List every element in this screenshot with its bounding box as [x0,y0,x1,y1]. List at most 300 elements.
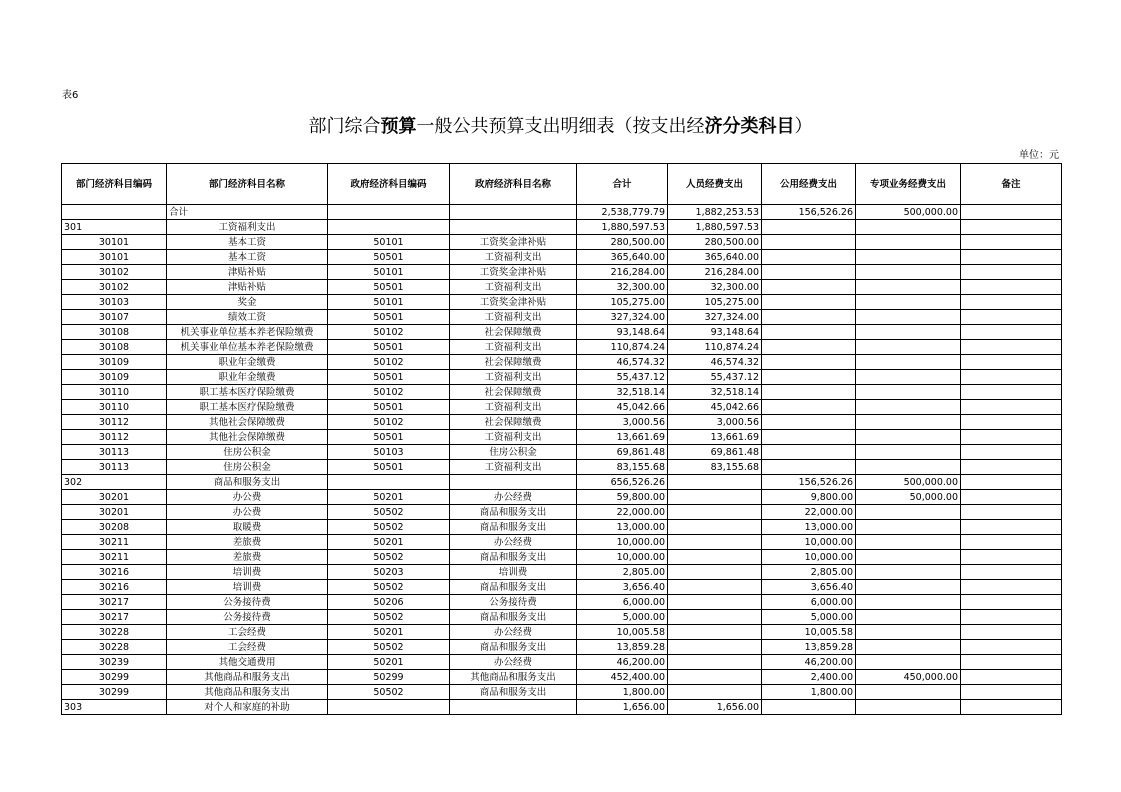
cell-dept-code: 30102 [62,265,167,280]
cell-gov-code: 50501 [328,280,450,295]
cell-special: 450,000.00 [856,670,961,685]
cell-personnel [668,595,762,610]
cell-public [762,385,856,400]
cell-dept-name: 培训费 [167,565,328,580]
cell-personnel [668,565,762,580]
cell-total: 452,400.00 [577,670,668,685]
table-row [62,265,1062,280]
cell-public: 10,000.00 [762,535,856,550]
cell-gov-code [328,700,450,715]
cell-dept-name: 职业年金缴费 [167,370,328,385]
cell-special [856,655,961,670]
cell-note [961,550,1062,565]
table-row [62,235,1062,250]
cell-gov-code: 50501 [328,460,450,475]
cell-public [762,220,856,235]
cell-public [762,460,856,475]
cell-gov-code: 50102 [328,355,450,370]
cell-special [856,235,961,250]
cell-total: 46,574.32 [577,355,668,370]
cell-gov-code: 50502 [328,610,450,625]
cell-dept-name: 职业年金缴费 [167,355,328,370]
cell-total: 105,275.00 [577,295,668,310]
cell-total: 1,880,597.53 [577,220,668,235]
cell-public [762,265,856,280]
table-row [62,655,1062,670]
cell-gov-name [450,700,577,715]
cell-gov-code: 50502 [328,505,450,520]
cell-personnel: 1,882,253.53 [668,205,762,220]
cell-gov-name: 工资福利支出 [450,280,577,295]
cell-gov-name: 商品和服务支出 [450,640,577,655]
cell-dept-code: 30201 [62,490,167,505]
cell-gov-name: 社会保障缴费 [450,355,577,370]
table-row [62,220,1062,235]
cell-total: 93,148.64 [577,325,668,340]
cell-public [762,700,856,715]
cell-personnel: 93,148.64 [668,325,762,340]
cell-total: 6,000.00 [577,595,668,610]
cell-personnel: 110,874.24 [668,340,762,355]
cell-gov-code [328,220,450,235]
header-gov-name: 政府经济科目名称 [450,164,577,205]
cell-total: 69,861.48 [577,445,668,460]
table-row [62,625,1062,640]
cell-total: 10,000.00 [577,550,668,565]
header-personnel: 人员经费支出 [668,164,762,205]
cell-public [762,415,856,430]
cell-dept-code: 30112 [62,415,167,430]
cell-public: 5,000.00 [762,610,856,625]
table-row [62,295,1062,310]
cell-gov-code: 50103 [328,445,450,460]
cell-note [961,325,1062,340]
cell-public: 10,005.58 [762,625,856,640]
cell-dept-code: 30299 [62,685,167,700]
cell-total: 656,526.26 [577,475,668,490]
cell-special [856,580,961,595]
cell-dept-code [62,205,167,220]
cell-note [961,280,1062,295]
cell-gov-code: 50502 [328,520,450,535]
cell-gov-name: 商品和服务支出 [450,580,577,595]
cell-note [961,205,1062,220]
cell-gov-name: 工资福利支出 [450,250,577,265]
cell-dept-name: 津贴补贴 [167,265,328,280]
cell-dept-name: 住房公积金 [167,460,328,475]
cell-special [856,430,961,445]
cell-dept-name: 工会经费 [167,625,328,640]
cell-note [961,565,1062,580]
cell-gov-name: 工资奖金津补贴 [450,265,577,280]
cell-note [961,505,1062,520]
cell-note [961,355,1062,370]
cell-special [856,625,961,640]
cell-dept-code: 30113 [62,445,167,460]
cell-gov-name: 其他商品和服务支出 [450,670,577,685]
cell-gov-code: 50502 [328,580,450,595]
cell-personnel [668,640,762,655]
cell-dept-name: 机关事业单位基本养老保险缴费 [167,340,328,355]
cell-total: 1,800.00 [577,685,668,700]
table-row [62,565,1062,580]
table-number: 表6 [62,90,79,101]
cell-personnel [668,550,762,565]
header-total: 合计 [577,164,668,205]
cell-gov-name: 社会保障缴费 [450,415,577,430]
cell-special [856,640,961,655]
table-row [62,670,1062,685]
cell-total: 3,656.40 [577,580,668,595]
cell-dept-name: 对个人和家庭的补助 [167,700,328,715]
title-part: 部门综合 [308,116,381,137]
table-row [62,700,1062,715]
cell-dept-name: 差旅费 [167,550,328,565]
cell-note [961,670,1062,685]
cell-dept-code: 30228 [62,625,167,640]
table-row [62,205,1062,220]
cell-special [856,535,961,550]
table-row [62,640,1062,655]
cell-public [762,400,856,415]
cell-dept-name: 职工基本医疗保险缴费 [167,385,328,400]
cell-personnel [668,520,762,535]
cell-note [961,640,1062,655]
table-row [62,355,1062,370]
table-row [62,325,1062,340]
cell-personnel: 13,661.69 [668,430,762,445]
cell-special: 500,000.00 [856,205,961,220]
cell-note [961,340,1062,355]
cell-note [961,460,1062,475]
cell-personnel [668,580,762,595]
cell-personnel: 46,574.32 [668,355,762,370]
cell-total: 32,300.00 [577,280,668,295]
cell-personnel: 45,042.66 [668,400,762,415]
cell-gov-name: 工资福利支出 [450,400,577,415]
cell-public [762,340,856,355]
cell-total: 83,155.68 [577,460,668,475]
cell-dept-code: 30108 [62,340,167,355]
cell-total: 59,800.00 [577,490,668,505]
cell-dept-code: 30110 [62,400,167,415]
cell-public [762,325,856,340]
cell-gov-name: 工资福利支出 [450,340,577,355]
cell-dept-code: 30211 [62,550,167,565]
cell-gov-name: 社会保障缴费 [450,385,577,400]
cell-dept-name: 其他社会保障缴费 [167,430,328,445]
cell-total: 13,859.28 [577,640,668,655]
cell-total: 32,518.14 [577,385,668,400]
expenditure-table [61,163,1062,715]
cell-note [961,415,1062,430]
title-part-bold: 济分类科目 [704,116,795,137]
cell-dept-code: 30101 [62,250,167,265]
cell-public: 156,526.26 [762,205,856,220]
cell-gov-code: 50203 [328,565,450,580]
cell-personnel: 365,640.00 [668,250,762,265]
cell-dept-name: 津贴补贴 [167,280,328,295]
table-row [62,580,1062,595]
cell-special [856,400,961,415]
table-row [62,535,1062,550]
cell-dept-code: 302 [62,475,167,490]
cell-note [961,475,1062,490]
cell-dept-code: 30228 [62,640,167,655]
cell-gov-name: 工资奖金津补贴 [450,295,577,310]
cell-total: 2,805.00 [577,565,668,580]
cell-personnel: 280,500.00 [668,235,762,250]
cell-gov-name: 工资福利支出 [450,430,577,445]
cell-personnel [668,655,762,670]
cell-special [856,415,961,430]
cell-gov-name: 办公经费 [450,490,577,505]
cell-dept-code: 30211 [62,535,167,550]
cell-personnel [668,610,762,625]
cell-gov-name: 办公经费 [450,655,577,670]
cell-dept-name: 其他商品和服务支出 [167,685,328,700]
cell-personnel: 327,324.00 [668,310,762,325]
cell-special [856,295,961,310]
cell-note [961,310,1062,325]
cell-public: 156,526.26 [762,475,856,490]
header-gov-code: 政府经济科目编码 [328,164,450,205]
cell-total: 13,000.00 [577,520,668,535]
cell-dept-code: 30201 [62,505,167,520]
cell-gov-code: 50501 [328,250,450,265]
cell-personnel [668,625,762,640]
cell-gov-code: 50501 [328,370,450,385]
cell-note [961,535,1062,550]
table-row [62,505,1062,520]
cell-gov-name [450,220,577,235]
cell-public: 2,805.00 [762,565,856,580]
cell-gov-code: 50102 [328,385,450,400]
cell-dept-name: 公务接待费 [167,595,328,610]
table-row [62,310,1062,325]
cell-public: 9,800.00 [762,490,856,505]
table-row [62,430,1062,445]
table-row [62,520,1062,535]
cell-dept-name: 绩效工资 [167,310,328,325]
cell-gov-code: 50501 [328,310,450,325]
cell-special [856,595,961,610]
cell-public: 2,400.00 [762,670,856,685]
cell-gov-code: 50501 [328,340,450,355]
cell-public: 22,000.00 [762,505,856,520]
cell-public [762,355,856,370]
cell-dept-name: 基本工资 [167,250,328,265]
table-row [62,475,1062,490]
cell-gov-name: 商品和服务支出 [450,550,577,565]
cell-gov-name: 商品和服务支出 [450,610,577,625]
cell-personnel: 105,275.00 [668,295,762,310]
cell-dept-name: 工会经费 [167,640,328,655]
cell-total: 55,437.12 [577,370,668,385]
cell-gov-name: 工资福利支出 [450,460,577,475]
cell-dept-name: 办公费 [167,505,328,520]
cell-total: 280,500.00 [577,235,668,250]
cell-total: 5,000.00 [577,610,668,625]
cell-dept-name: 职工基本医疗保险缴费 [167,400,328,415]
cell-dept-name: 其他交通费用 [167,655,328,670]
cell-note [961,655,1062,670]
cell-note [961,625,1062,640]
cell-gov-code: 50502 [328,685,450,700]
cell-dept-code: 301 [62,220,167,235]
cell-total: 110,874.24 [577,340,668,355]
cell-special [856,505,961,520]
cell-note [961,700,1062,715]
cell-total: 46,200.00 [577,655,668,670]
cell-dept-name: 公务接待费 [167,610,328,625]
cell-public [762,250,856,265]
table-row [62,250,1062,265]
cell-special [856,250,961,265]
cell-note [961,430,1062,445]
cell-personnel [668,535,762,550]
cell-total: 2,538,779.79 [577,205,668,220]
cell-note [961,235,1062,250]
cell-gov-name: 商品和服务支出 [450,505,577,520]
header-public: 公用经费支出 [762,164,856,205]
cell-public: 46,200.00 [762,655,856,670]
cell-public: 10,000.00 [762,550,856,565]
cell-personnel [668,685,762,700]
cell-dept-name: 其他商品和服务支出 [167,670,328,685]
cell-dept-name: 商品和服务支出 [167,475,328,490]
cell-special [856,280,961,295]
cell-personnel: 32,518.14 [668,385,762,400]
cell-dept-code: 30217 [62,595,167,610]
cell-public: 1,800.00 [762,685,856,700]
header-dept-name: 部门经济科目名称 [167,164,328,205]
cell-dept-code: 30107 [62,310,167,325]
cell-dept-name: 办公费 [167,490,328,505]
cell-gov-code: 50102 [328,325,450,340]
cell-gov-name: 公务接待费 [450,595,577,610]
cell-special [856,565,961,580]
cell-dept-code: 30216 [62,565,167,580]
cell-gov-name: 商品和服务支出 [450,520,577,535]
cell-gov-name: 工资福利支出 [450,370,577,385]
cell-dept-name: 其他社会保障缴费 [167,415,328,430]
cell-dept-code: 30216 [62,580,167,595]
cell-dept-name: 工资福利支出 [167,220,328,235]
cell-gov-code: 50201 [328,655,450,670]
cell-gov-code: 50501 [328,430,450,445]
table-row [62,490,1062,505]
cell-public [762,445,856,460]
table-row [62,445,1062,460]
cell-note [961,265,1062,280]
cell-personnel [668,670,762,685]
cell-note [961,490,1062,505]
cell-public: 6,000.00 [762,595,856,610]
table-row [62,685,1062,700]
cell-special [856,685,961,700]
cell-public [762,430,856,445]
cell-special [856,610,961,625]
cell-note [961,295,1062,310]
cell-gov-code: 50501 [328,400,450,415]
table-row [62,550,1062,565]
cell-personnel: 216,284.00 [668,265,762,280]
cell-note [961,685,1062,700]
cell-special [856,460,961,475]
cell-dept-code: 30102 [62,280,167,295]
cell-note [961,595,1062,610]
cell-gov-code: 50201 [328,535,450,550]
cell-gov-name: 商品和服务支出 [450,685,577,700]
cell-special [856,310,961,325]
cell-gov-name: 培训费 [450,565,577,580]
cell-gov-name: 工资奖金津补贴 [450,235,577,250]
cell-special: 50,000.00 [856,490,961,505]
cell-dept-name: 住房公积金 [167,445,328,460]
cell-dept-name: 奖金 [167,295,328,310]
cell-personnel: 1,880,597.53 [668,220,762,235]
cell-dept-name: 机关事业单位基本养老保险缴费 [167,325,328,340]
cell-note [961,250,1062,265]
cell-dept-code: 30103 [62,295,167,310]
cell-dept-name: 合计 [167,205,328,220]
cell-gov-name: 办公经费 [450,535,577,550]
cell-special [856,220,961,235]
header-dept-code: 部门经济科目编码 [62,164,167,205]
cell-public [762,295,856,310]
cell-dept-code: 30112 [62,430,167,445]
unit-label: 单位：元 [1019,150,1059,161]
cell-gov-code: 50201 [328,625,450,640]
cell-note [961,220,1062,235]
cell-special [856,700,961,715]
table-row [62,400,1062,415]
cell-total: 13,661.69 [577,430,668,445]
cell-special [856,325,961,340]
cell-public: 13,000.00 [762,520,856,535]
cell-special [856,370,961,385]
header-special: 专项业务经费支出 [856,164,961,205]
cell-total: 22,000.00 [577,505,668,520]
cell-dept-name: 基本工资 [167,235,328,250]
cell-personnel: 3,000.56 [668,415,762,430]
cell-special [856,340,961,355]
cell-public: 3,656.40 [762,580,856,595]
cell-dept-code: 30217 [62,610,167,625]
cell-special [856,265,961,280]
cell-dept-code: 30299 [62,670,167,685]
cell-personnel: 83,155.68 [668,460,762,475]
cell-total: 365,640.00 [577,250,668,265]
cell-gov-name: 住房公积金 [450,445,577,460]
cell-gov-code: 50101 [328,265,450,280]
cell-gov-code: 50102 [328,415,450,430]
cell-dept-code: 30109 [62,370,167,385]
cell-total: 3,000.56 [577,415,668,430]
cell-note [961,580,1062,595]
cell-public: 13,859.28 [762,640,856,655]
cell-note [961,400,1062,415]
cell-gov-code: 50206 [328,595,450,610]
cell-total: 10,000.00 [577,535,668,550]
cell-public [762,280,856,295]
cell-dept-name: 培训费 [167,580,328,595]
cell-dept-code: 30113 [62,460,167,475]
cell-total: 327,324.00 [577,310,668,325]
cell-personnel: 32,300.00 [668,280,762,295]
cell-public [762,370,856,385]
